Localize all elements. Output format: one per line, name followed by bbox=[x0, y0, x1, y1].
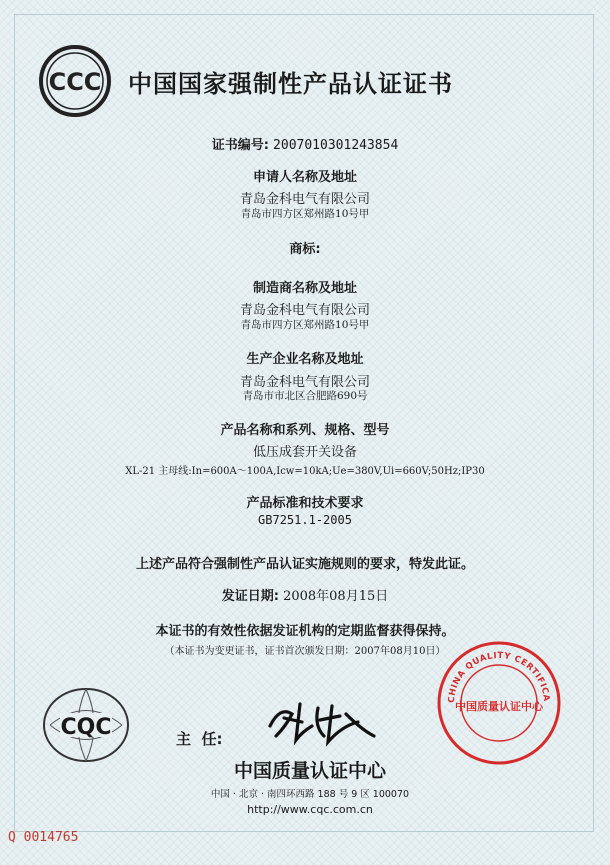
page-title: 中国国家强制性产品认证证书 bbox=[128, 70, 453, 98]
issue-date-label: 发证日期: bbox=[221, 589, 279, 604]
manufacturer-address: 青岛市四方区郑州路10号甲 bbox=[240, 319, 370, 331]
standard-label: 产品标准和技术要求 bbox=[246, 496, 364, 511]
issuer-address: 中国 · 北京 · 南四环西路 188 号 9 区 100070 bbox=[210, 789, 410, 800]
cqc-logo-icon bbox=[42, 686, 130, 764]
signature-image bbox=[262, 696, 382, 748]
product-spec: XL-21 主母线:In=600A～100A,Icw=10kA;Ue=380V,Ui=660V;50Hz;IP30 bbox=[125, 466, 485, 477]
director-label: 主 任: bbox=[176, 730, 223, 748]
conformity-statement: 上述产品符合强制性产品认证实施规则的要求，特发此证。 bbox=[135, 557, 474, 572]
cert-number-row bbox=[0, 134, 610, 153]
product-label: 产品名称和系列、规格、型号 bbox=[220, 423, 390, 438]
factory-address: 青岛市市北区合肥路690号 bbox=[242, 390, 368, 402]
serial-number: Q 0014765 bbox=[8, 830, 79, 845]
svg-text:CHINA QUALITY CERTIFICATION CE: CHINA QUALITY CERTIFICA bbox=[446, 650, 552, 704]
product-name: 低压成套开关设备 bbox=[252, 445, 357, 460]
cert-number-value: 2007010301243854 bbox=[273, 138, 399, 153]
applicant-name: 青岛金科电气有限公司 bbox=[239, 192, 370, 207]
svg-text:中国质量认证中心: 中国质量认证中心 bbox=[455, 700, 543, 713]
svg-text:CCC: CCC bbox=[48, 68, 102, 96]
standard-value: GB7251.1-2005 bbox=[258, 513, 352, 527]
factory-label: 生产企业名称及地址 bbox=[246, 352, 364, 367]
applicant-address: 青岛市四方区郑州路10号甲 bbox=[240, 208, 370, 220]
change-note: （本证书为变更证书，证书首次颁发日期：2007年08月10日） bbox=[164, 646, 446, 657]
manufacturer-label: 制造商名称及地址 bbox=[252, 281, 357, 296]
issuer-name: 中国质量认证中心 bbox=[233, 760, 386, 782]
applicant-label: 申请人名称及地址 bbox=[252, 170, 357, 185]
validity-statement: 本证书的有效性依据发证机构的定期监督获得保持。 bbox=[155, 624, 455, 639]
ccc-logo-icon bbox=[38, 44, 112, 118]
issue-date-value: 2008年08月15日 bbox=[283, 589, 389, 604]
svg-text:CQC: CQC bbox=[60, 715, 112, 740]
factory-name: 青岛金科电气有限公司 bbox=[239, 375, 370, 390]
trademark-label: 商标: bbox=[289, 242, 321, 257]
manufacturer-name: 青岛金科电气有限公司 bbox=[239, 303, 370, 318]
cert-number-label: 证书编号: bbox=[211, 138, 269, 153]
issuer-website[interactable]: http://www.cqc.com.cn bbox=[247, 803, 373, 816]
issue-date-row bbox=[0, 585, 610, 604]
official-seal bbox=[436, 640, 562, 766]
